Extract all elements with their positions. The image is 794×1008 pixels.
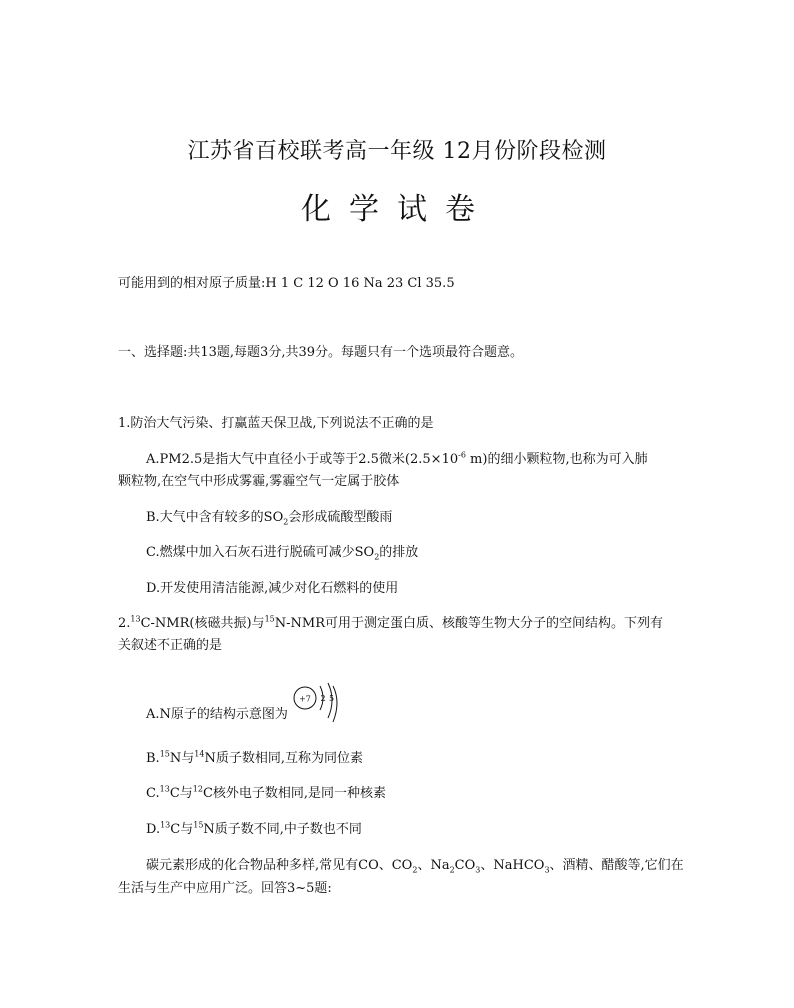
mass-number: 13 [159, 784, 170, 794]
passage-text: 、酒精、醋酸等,它们在 [549, 858, 684, 873]
question-2-option-a: A.N原子的结构示意图为 [146, 707, 288, 722]
option-d-text-cont: N质子数不同,中子数也不同 [203, 822, 362, 837]
mass-number: 15 [193, 820, 204, 830]
shell-1-electrons: 2 [320, 694, 326, 703]
passage-line2: 生活与生产中应用广泛。回答3~5题: [118, 881, 332, 896]
mass-number: 15 [159, 749, 170, 759]
option-c-text: C与 [169, 786, 193, 801]
subscript: 3 [544, 865, 550, 875]
subscript: 2 [412, 865, 418, 875]
question-2-option-c [146, 784, 386, 804]
question-2-stem-line1 [118, 614, 663, 634]
exam-title: 江苏省百校联考高一年级 12月份阶段检测 [187, 139, 607, 164]
exam-subtitle: 化学试卷 [301, 192, 493, 227]
option-b-text: B.大气中含有较多的SO [146, 510, 284, 525]
mass-number: 13 [160, 820, 171, 830]
question-1-option-b [146, 508, 392, 528]
q2-text: C-NMR(核磁共振)与 [140, 616, 265, 631]
option-c-text-cont: 的排放 [379, 545, 419, 560]
option-c-text: C.燃煤中加入石灰石进行脱硫可减少SO [146, 545, 375, 560]
question-2-stem-line2: 关叙述不正确的是 [118, 638, 223, 653]
subscript: 2 [374, 552, 380, 562]
question-1-option-d: D.开发使用清洁能源,减少对化石燃料的使用 [146, 581, 399, 596]
q2-text-cont: N-NMR可用于测定蛋白质、核酸等生物大分子的空间结构。下列有 [274, 616, 663, 631]
question-2-option-d [146, 820, 362, 840]
question-1-option-c [146, 543, 418, 563]
mass-number: 13 [130, 614, 141, 624]
section-heading: 一、选择题:共13题,每题3分,共39分。每题只有一个选项最符合题意。 [118, 345, 523, 360]
passage-text: 、NaHCO [480, 858, 545, 873]
passage-line1 [146, 856, 684, 876]
q2-number: 2. [118, 616, 131, 631]
passage-text: 碳元素形成的化合物品种多样,常见有CO、CO [146, 858, 413, 873]
passage-text: CO [454, 858, 476, 873]
option-b-text: N与 [169, 751, 195, 766]
subscript: 2 [283, 517, 289, 527]
atomic-masses-note: 可能用到的相对原子质量:H 1 C 12 O 16 Na 23 Cl 35.5 [118, 276, 455, 291]
nucleus-charge: +7 [299, 694, 311, 704]
question-2-option-b [146, 749, 363, 769]
question-1-option-a-line2: 颗粒物,在空气中形成雾霾,雾霾空气一定属于胶体 [118, 474, 400, 489]
option-b-text-cont: N质子数相同,互称为同位素 [204, 751, 363, 766]
mass-number: 14 [194, 749, 205, 759]
option-a-text-cont: m)的细小颗粒物,也称为可入肺 [465, 452, 648, 467]
option-b-text-cont: 会形成硫酸型酸雨 [288, 510, 393, 525]
option-a-text: A.PM2.5是指大气中直径小于或等于2.5微米(2.5×10 [146, 452, 459, 467]
subscript: 3 [475, 865, 481, 875]
question-1-stem: 1.防治大气污染、打赢蓝天保卫战,下列说法不正确的是 [118, 416, 434, 431]
option-d-text: C与 [170, 822, 194, 837]
question-1-option-a-line1 [146, 450, 648, 470]
nitrogen-atom-structure-diagram [292, 680, 342, 724]
exponent: -6 [458, 450, 466, 460]
subscript: 2 [449, 865, 455, 875]
mass-number: 15 [264, 614, 275, 624]
option-d-label: D. [146, 822, 161, 837]
option-b-label: B. [146, 751, 160, 766]
shell-2-electrons: 5 [328, 694, 335, 703]
option-c-label: C. [146, 786, 160, 801]
option-c-text-cont: C核外电子数相同,是同一种核素 [202, 786, 387, 801]
passage-text: 、Na [417, 858, 450, 873]
mass-number: 12 [192, 784, 203, 794]
electron-shell-3 [333, 686, 337, 722]
